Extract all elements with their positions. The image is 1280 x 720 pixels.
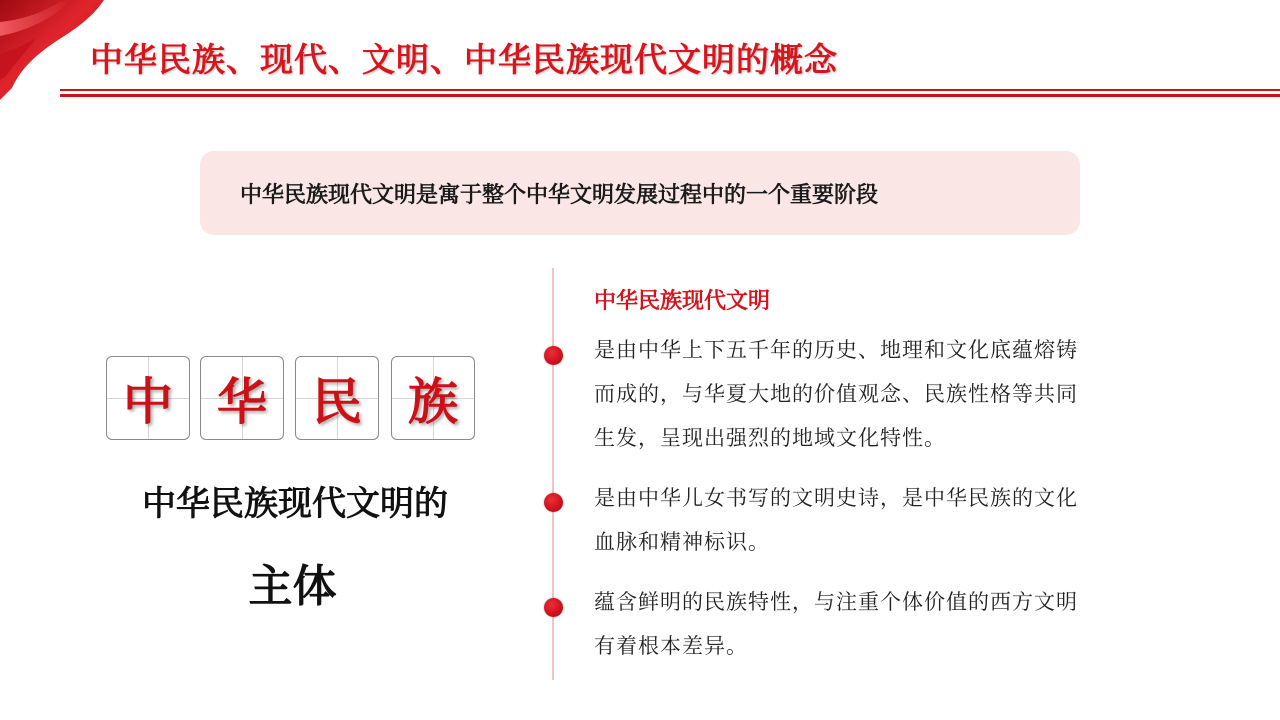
char-box-1 xyxy=(106,356,190,440)
character-grid xyxy=(106,356,476,440)
char-box-2 xyxy=(200,356,284,440)
point-2 xyxy=(594,476,1154,564)
char-box-4 xyxy=(391,356,475,440)
char-box-3 xyxy=(295,356,379,440)
section-title: 中华民族现代文明 xyxy=(594,289,771,314)
char-3: 民 xyxy=(312,373,362,431)
char-2: 华 xyxy=(217,373,267,431)
subject-heading: 中华民族现代文明的 xyxy=(142,484,448,524)
point-1-line-1: 是由中华上下五千年的历史、地理和文化底蕴熔铸 xyxy=(594,338,1078,362)
subject-heading-main: 主体 xyxy=(248,561,337,612)
header-divider xyxy=(60,89,1280,91)
point-2-line-1: 是由中华儿女书写的文明史诗，是中华民族的文化 xyxy=(594,486,1078,510)
point-3-line-2: 有着根本差异。 xyxy=(594,634,748,658)
point-3 xyxy=(594,580,1154,668)
timeline-line xyxy=(552,268,554,680)
header-divider-thick xyxy=(60,94,1280,97)
summary-box xyxy=(200,151,1080,235)
point-2-line-2: 血脉和精神标识。 xyxy=(594,530,770,554)
red-dot-icon xyxy=(544,598,563,617)
red-dot-icon xyxy=(544,493,563,512)
point-3-line-1: 蕴含鲜明的民族特性，与注重个体价值的西方文明 xyxy=(594,590,1078,614)
point-1 xyxy=(594,328,1154,460)
char-1: 中 xyxy=(123,373,173,431)
point-1-line-2: 而成的，与华夏大地的价值观念、民族性格等共同 xyxy=(594,382,1078,406)
red-dot-icon xyxy=(544,346,563,365)
page-title: 中华民族、现代、文明、中华民族现代文明的概念 xyxy=(90,40,838,79)
point-1-line-3: 生发，呈现出强烈的地域文化特性。 xyxy=(594,426,946,450)
char-4: 族 xyxy=(408,373,458,431)
summary-text: 中华民族现代文明是寓于整个中华文明发展过程中的一个重要阶段 xyxy=(240,182,879,208)
